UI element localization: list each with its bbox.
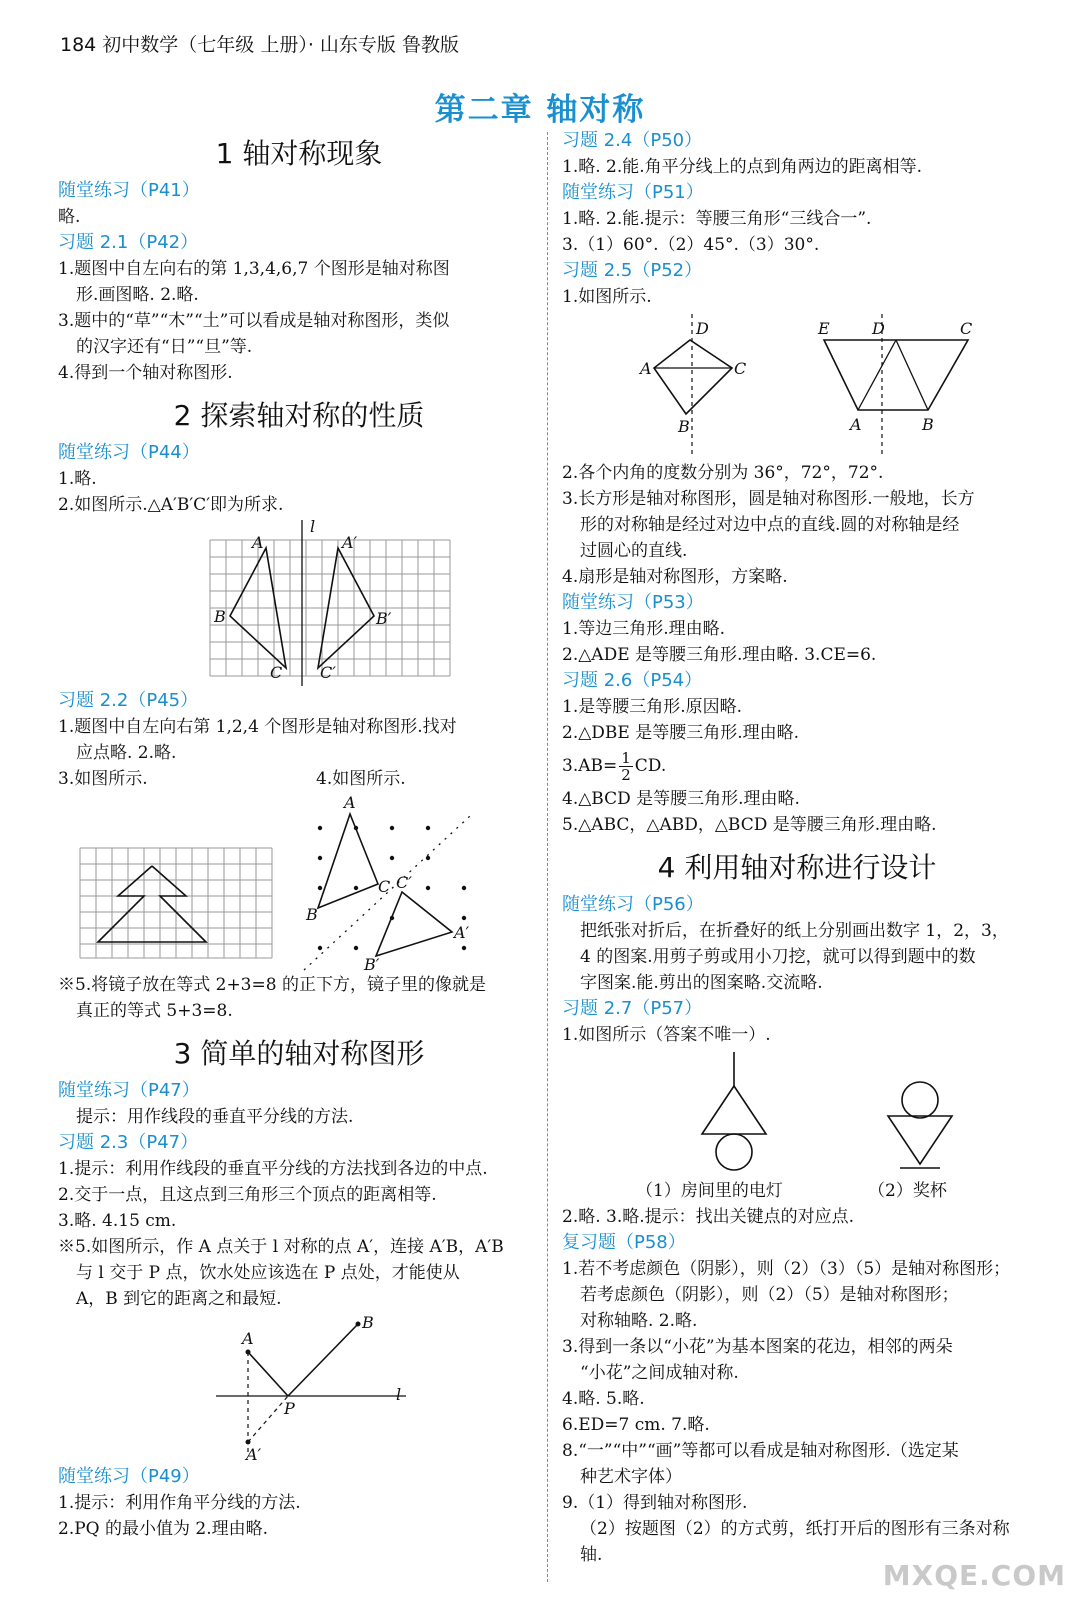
path-label-l: l — [396, 1385, 402, 1404]
subheading: 复习题（P58） — [562, 1232, 686, 1253]
fraction-numerator: 1 — [621, 748, 631, 767]
answer-line: 略. — [58, 207, 81, 227]
answer-line: 4.略. 5.略. — [562, 1389, 645, 1409]
subheading: 随堂练习（P41） — [58, 180, 200, 201]
trap-label-A: A — [850, 415, 862, 434]
kite-label-D: D — [696, 319, 709, 338]
section-1-title: 1 轴对称现象 — [215, 137, 383, 170]
trap-label-E: E — [818, 319, 830, 338]
answer-line: 提示：用作线段的垂直平分线的方法. — [76, 1107, 354, 1127]
answer-line-fraction — [562, 746, 1032, 786]
answer-line: 2.各个内角的度数分别为 36°，72°，72°. — [562, 463, 884, 483]
trap-label-C: C — [960, 319, 973, 338]
subheading: 随堂练习（P49） — [58, 1466, 200, 1487]
subheading: 习题 2.1（P42） — [58, 232, 199, 253]
answer-line: 8.“一”“中”“画”等都可以看成是轴对称图形.（选定某 — [562, 1441, 959, 1461]
answer-line: 1.等边三角形.理由略. — [562, 619, 726, 639]
answer-line: 4 的图案.用剪子剪或用小刀挖，就可以得到题中的数 — [580, 947, 976, 967]
answer-line: 6.ED=7 cm. 7.略. — [562, 1415, 710, 1435]
path-label-A: A — [242, 1329, 254, 1348]
label-C-prime: C′ — [320, 663, 336, 682]
answer-line: ※5.如图所示，作 A 点关于 l 对称的点 A′，连接 A′B，A′B — [58, 1237, 504, 1257]
answer-line: 4.扇形是轴对称图形，方案略. — [562, 567, 788, 587]
left-column — [58, 128, 540, 1542]
answer-line: 1.如图所示. — [562, 287, 652, 307]
answer-line: A，B 到它的距离之和最短. — [76, 1289, 282, 1309]
answer-line: 2.△DBE 是等腰三角形.理由略. — [562, 723, 800, 743]
answer-line: 与 l 交于 P 点，饮水处应该选在 P 点处，才能使从 — [76, 1263, 460, 1283]
dot-label-C-prime: C′ — [396, 873, 412, 892]
label-B-prime: B′ — [376, 609, 392, 628]
section-2-title: 2 探索轴对称的性质 — [173, 399, 425, 432]
subheading: 习题 2.3（P47） — [58, 1132, 199, 1153]
answer-line: 形的对称轴是经过对边中点的直线.圆的对称轴是经 — [580, 515, 960, 535]
answer-line: 1.略. 2.能.角平分线上的点到角两边的距离相等. — [562, 157, 923, 177]
answer-line: 1.提示：利用作角平分线的方法. — [58, 1493, 301, 1513]
answer-line: 1.略. 2.能.提示：等腰三角形“三线合一”. — [562, 209, 872, 229]
subheading: 习题 2.6（P54） — [562, 670, 703, 691]
answer-line: 字图案.能.剪出的图案略.交流略. — [580, 973, 823, 993]
kite-label-C: C — [734, 359, 747, 378]
label-l: l — [310, 518, 316, 536]
answer-line: 2.PQ 的最小值为 2.理由略. — [58, 1519, 269, 1539]
answer-line: 2.△ADE 是等腰三角形.理由略. 3.CE=6. — [562, 645, 877, 665]
subheading: 习题 2.5（P52） — [562, 260, 703, 281]
answer-line: 3.略. 4.15 cm. — [58, 1211, 177, 1231]
answer-line: 2.如图所示.△A′B′C′即为所求. — [58, 495, 284, 515]
caption-cup: （2）奖杯 — [868, 1181, 947, 1201]
answer-line: 4.△BCD 是等腰三角形.理由略. — [562, 789, 800, 809]
column-divider — [547, 132, 548, 1582]
subheading: 随堂练习（P47） — [58, 1080, 200, 1101]
dot-label-B: B — [306, 905, 318, 924]
answer-line: 的汉字还有“日”“旦”等. — [76, 337, 253, 357]
dot-label-A-prime: A′ — [454, 923, 470, 942]
answer-line: 1.题图中自左向右第 1,2,4 个图形是轴对称图形.找对 — [58, 717, 457, 737]
answer-line: 9.（1）得到轴对称图形. — [562, 1493, 748, 1513]
label-C: C — [270, 663, 283, 682]
page-header: 184 初中数学（七年级 上册）· 山东专版 鲁教版 — [60, 34, 459, 56]
answer-line: “小花”之间成轴对称. — [580, 1363, 739, 1383]
section-3-title: 3 简单的轴对称图形 — [173, 1037, 425, 1070]
fraction-prefix: 3.AB= — [562, 756, 618, 776]
answer-line: 形.画图略. 2.略. — [76, 285, 199, 305]
answer-line: 1.若不考虑颜色（阴影），则（2）（3）（5）是轴对称图形； — [562, 1259, 1011, 1279]
fraction-denominator: 2 — [621, 765, 631, 784]
subheading: 随堂练习（P44） — [58, 442, 200, 463]
answer-4-text: 4.如图所示. — [316, 769, 406, 789]
answer-line: 3.长方形是轴对称图形，圆是轴对称图形.一般地，长方 — [562, 489, 975, 509]
kite-and-trapezoid-figure — [562, 310, 1032, 460]
kite-label-B: B — [678, 417, 690, 436]
answer-line: （2）按题图（2）的方式剪，纸打开后的图形有三条对称轴. — [580, 1519, 1010, 1565]
label-B: B — [214, 607, 226, 626]
subheading: 随堂练习（P53） — [562, 592, 704, 613]
fraction-suffix: CD. — [634, 756, 667, 776]
answer-line: 若考虑颜色（阴影），则（2）（5）是轴对称图形； — [580, 1285, 959, 1305]
answer-line: 1.题图中自左向右的第 1,3,4,6,7 个图形是轴对称图 — [58, 259, 450, 279]
answer-line: 5.△ABC，△ABD，△BCD 是等腰三角形.理由略. — [562, 815, 937, 835]
answer-line: 把纸张对折后，在折叠好的纸上分别画出数字 1，2，3， — [580, 921, 1009, 941]
answer-line: 过圆心的直线. — [580, 541, 688, 561]
answer-3-text: 3.如图所示. — [58, 769, 148, 789]
answer-line: 4.得到一个轴对称图形. — [58, 363, 233, 383]
answer-line: 真正的等式 5+3=8. — [76, 1001, 233, 1021]
grid-reflection-figure — [58, 518, 540, 688]
answer-line: 1.是等腰三角形.原因略. — [562, 697, 743, 717]
label-A-prime: A′ — [342, 533, 358, 552]
answer-line: 3.题中的“草”“木”“土”可以看成是轴对称图形，类似 — [58, 311, 450, 331]
lamp-and-cup-figure — [562, 1048, 1032, 1178]
answer-line: 1.如图所示（答案不唯一）. — [562, 1025, 771, 1045]
fraction — [619, 750, 633, 783]
answer-line: 对称轴略. 2.略. — [580, 1311, 698, 1331]
path-label-A-prime: A′ — [246, 1445, 262, 1464]
answer-line: 2.略. 3.略.提示：找出关键点的对应点. — [562, 1207, 855, 1227]
subheading: 习题 2.7（P57） — [562, 998, 703, 1019]
answer-line: 1.提示：利用作线段的垂直平分线的方法找到各边的中点. — [58, 1159, 488, 1179]
caption-lamp: （1）房间里的电灯 — [636, 1181, 783, 1201]
answer-line: 3.得到一条以“小花”为基本图案的花边，相邻的两朵 — [562, 1337, 953, 1357]
subheading: 随堂练习（P51） — [562, 182, 704, 203]
dot-label-C: C — [378, 877, 391, 896]
section-4-title: 4 利用轴对称进行设计 — [657, 851, 937, 884]
path-label-P: P — [284, 1399, 295, 1418]
label-A: A — [252, 533, 264, 552]
answer-line: ※5.将镜子放在等式 2+3=8 的正下方，镜子里的像就是 — [58, 975, 486, 995]
figure-captions — [562, 1178, 1032, 1204]
answer-line: 3.（1）60°.（2）45°.（3）30°. — [562, 235, 820, 255]
answer-line: 种艺术字体） — [580, 1467, 682, 1487]
path-label-B: B — [362, 1313, 374, 1332]
answer-line: 1.略. — [58, 469, 97, 489]
trap-label-D: D — [872, 319, 885, 338]
right-column — [562, 128, 1032, 1568]
dot-label-B-prime: B′ — [364, 955, 380, 972]
answer-line: 应点略. 2.略. — [76, 743, 177, 763]
dot-label-A: A — [344, 793, 356, 812]
subheading: 习题 2.4（P50） — [562, 130, 703, 151]
subheading: 习题 2.2（P45） — [58, 690, 199, 711]
watermark: MXQE.COM — [882, 1559, 1066, 1592]
chapter-title: 第二章 轴对称 — [434, 92, 646, 128]
reflection-shortest-path-figure — [58, 1312, 540, 1464]
answer-line — [58, 766, 540, 792]
tree-and-dot-figures — [58, 792, 540, 972]
subheading: 随堂练习（P56） — [562, 894, 704, 915]
trap-label-B: B — [922, 415, 934, 434]
answer-line: 2.交于一点，且这点到三角形三个顶点的距离相等. — [58, 1185, 437, 1205]
kite-label-A: A — [640, 359, 652, 378]
